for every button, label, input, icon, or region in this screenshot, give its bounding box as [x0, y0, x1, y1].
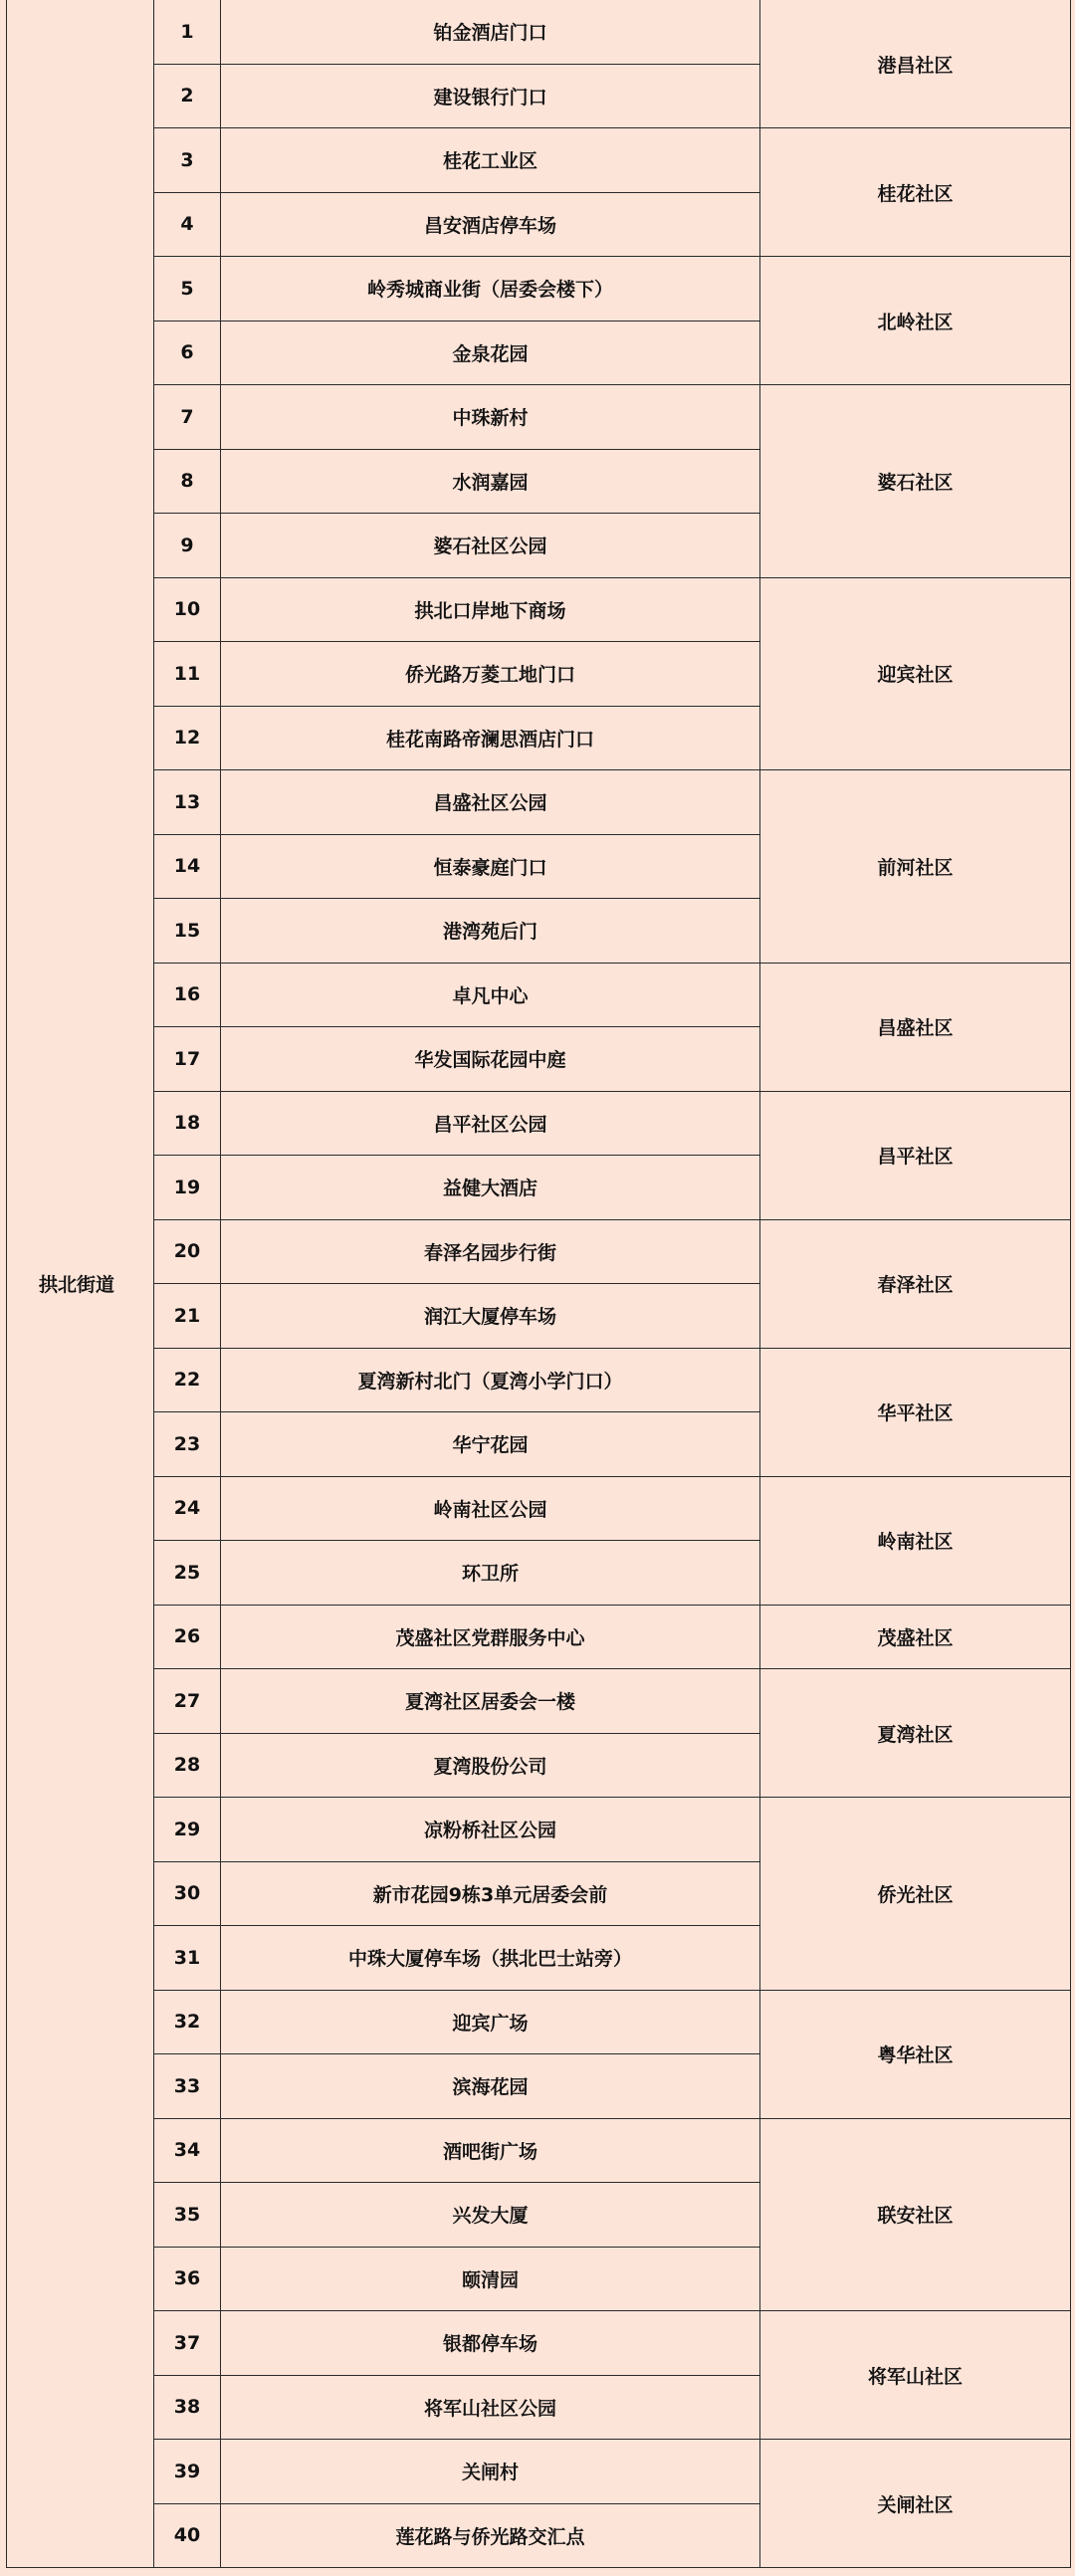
location-cell: 岭秀城商业街（居委会楼下） — [221, 257, 760, 322]
community-cell: 华平社区 — [760, 1348, 1071, 1476]
location-cell: 迎宾广场 — [221, 1990, 760, 2054]
row-number-cell: 31 — [154, 1926, 221, 1991]
row-number-cell: 6 — [154, 321, 221, 385]
community-cell: 昌盛社区 — [760, 963, 1071, 1091]
table-row — [7, 1605, 1071, 1669]
location-cell: 侨光路万菱工地门口 — [221, 642, 760, 707]
row-number-cell: 40 — [154, 2503, 221, 2568]
table-row — [7, 1669, 1071, 1734]
location-cell: 中珠新村 — [221, 385, 760, 450]
table-row — [7, 385, 1071, 450]
location-cell: 水润嘉园 — [221, 449, 760, 514]
location-cell: 环卫所 — [221, 1541, 760, 1606]
row-number-cell: 32 — [154, 1990, 221, 2054]
row-number-cell: 15 — [154, 899, 221, 964]
street-name-cell: 拱北街道 — [7, 0, 154, 2568]
table-row — [7, 128, 1071, 193]
row-number-cell: 34 — [154, 2118, 221, 2183]
community-cell: 夏湾社区 — [760, 1669, 1071, 1798]
row-number-cell: 20 — [154, 1219, 221, 1284]
row-number-cell: 11 — [154, 642, 221, 707]
location-cell: 夏湾新村北门（夏湾小学门口） — [221, 1348, 760, 1412]
location-cell: 春泽名园步行街 — [221, 1219, 760, 1284]
row-number-cell: 35 — [154, 2183, 221, 2248]
location-cell: 颐清园 — [221, 2247, 760, 2311]
community-cell: 联安社区 — [760, 2118, 1071, 2311]
location-cell: 兴发大厦 — [221, 2183, 760, 2248]
row-number-cell: 12 — [154, 706, 221, 770]
location-cell: 夏湾社区居委会一楼 — [221, 1669, 760, 1734]
table-row — [7, 1219, 1071, 1284]
location-cell: 莲花路与侨光路交汇点 — [221, 2503, 760, 2568]
location-cell: 中珠大厦停车场（拱北巴士站旁） — [221, 1926, 760, 1991]
community-cell: 茂盛社区 — [760, 1605, 1071, 1669]
row-number-cell: 5 — [154, 257, 221, 322]
table-row — [7, 0, 1071, 64]
location-cell: 建设银行门口 — [221, 64, 760, 128]
location-cell: 昌盛社区公园 — [221, 770, 760, 835]
row-number-cell: 30 — [154, 1861, 221, 1926]
community-cell: 迎宾社区 — [760, 577, 1071, 770]
row-number-cell: 36 — [154, 2247, 221, 2311]
row-number-cell: 21 — [154, 1284, 221, 1349]
community-cell: 粤华社区 — [760, 1990, 1071, 2118]
row-number-cell: 1 — [154, 0, 221, 64]
row-number-cell: 7 — [154, 385, 221, 450]
table-row — [7, 257, 1071, 322]
location-cell: 华宁花园 — [221, 1412, 760, 1477]
community-cell: 北岭社区 — [760, 257, 1071, 385]
row-number-cell: 29 — [154, 1798, 221, 1862]
row-number-cell: 2 — [154, 64, 221, 128]
location-cell: 卓凡中心 — [221, 963, 760, 1027]
location-cell: 桂花南路帝澜思酒店门口 — [221, 706, 760, 770]
row-number-cell: 25 — [154, 1541, 221, 1606]
location-cell: 凉粉桥社区公园 — [221, 1798, 760, 1862]
row-number-cell: 16 — [154, 963, 221, 1027]
community-cell: 婆石社区 — [760, 385, 1071, 578]
table-row — [7, 770, 1071, 835]
row-number-cell: 17 — [154, 1027, 221, 1092]
location-cell: 恒泰豪庭门口 — [221, 834, 760, 899]
row-number-cell: 18 — [154, 1091, 221, 1156]
table-row — [7, 963, 1071, 1027]
row-number-cell: 22 — [154, 1348, 221, 1412]
row-number-cell: 27 — [154, 1669, 221, 1734]
location-cell: 拱北口岸地下商场 — [221, 577, 760, 642]
community-cell: 桂花社区 — [760, 128, 1071, 257]
community-cell: 侨光社区 — [760, 1798, 1071, 1991]
row-number-cell: 10 — [154, 577, 221, 642]
table-row — [7, 1091, 1071, 1156]
table-body — [7, 0, 1071, 2568]
row-number-cell: 24 — [154, 1476, 221, 1541]
row-number-cell: 37 — [154, 2311, 221, 2376]
row-number-cell: 14 — [154, 834, 221, 899]
row-number-cell: 8 — [154, 449, 221, 514]
community-cell: 前河社区 — [760, 770, 1071, 964]
location-cell: 茂盛社区党群服务中心 — [221, 1605, 760, 1669]
location-cell: 桂花工业区 — [221, 128, 760, 193]
location-cell: 滨海花园 — [221, 2054, 760, 2119]
location-cell: 金泉花园 — [221, 321, 760, 385]
community-cell: 关闸社区 — [760, 2440, 1071, 2568]
table-row — [7, 1476, 1071, 1541]
location-cell: 关闸村 — [221, 2440, 760, 2504]
location-cell: 岭南社区公园 — [221, 1476, 760, 1541]
row-number-cell: 23 — [154, 1412, 221, 1477]
community-cell: 港昌社区 — [760, 0, 1071, 128]
location-cell: 益健大酒店 — [221, 1156, 760, 1220]
row-number-cell: 9 — [154, 514, 221, 578]
row-number-cell: 19 — [154, 1156, 221, 1220]
row-number-cell: 13 — [154, 770, 221, 835]
location-table — [6, 0, 1071, 2568]
table-row — [7, 2311, 1071, 2376]
location-cell: 铂金酒店门口 — [221, 0, 760, 64]
location-cell: 港湾苑后门 — [221, 899, 760, 964]
location-cell: 银都停车场 — [221, 2311, 760, 2376]
row-number-cell: 38 — [154, 2375, 221, 2440]
table-row — [7, 1348, 1071, 1412]
community-cell: 将军山社区 — [760, 2311, 1071, 2440]
location-cell: 将军山社区公园 — [221, 2375, 760, 2440]
location-cell: 润江大厦停车场 — [221, 1284, 760, 1349]
table-row — [7, 1990, 1071, 2054]
location-cell: 华发国际花园中庭 — [221, 1027, 760, 1092]
location-cell: 夏湾股份公司 — [221, 1733, 760, 1798]
location-cell: 昌平社区公园 — [221, 1091, 760, 1156]
location-cell: 酒吧街广场 — [221, 2118, 760, 2183]
community-cell: 昌平社区 — [760, 1091, 1071, 1219]
row-number-cell: 4 — [154, 192, 221, 257]
community-cell: 春泽社区 — [760, 1219, 1071, 1348]
row-number-cell: 39 — [154, 2440, 221, 2504]
row-number-cell: 26 — [154, 1605, 221, 1669]
row-number-cell: 33 — [154, 2054, 221, 2119]
community-cell: 岭南社区 — [760, 1476, 1071, 1605]
location-cell: 新市花园9栋3单元居委会前 — [221, 1861, 760, 1926]
table-row — [7, 2440, 1071, 2504]
table-row — [7, 577, 1071, 642]
table-row — [7, 2118, 1071, 2183]
row-number-cell: 28 — [154, 1733, 221, 1798]
table-row — [7, 1798, 1071, 1862]
location-cell: 婆石社区公园 — [221, 514, 760, 578]
row-number-cell: 3 — [154, 128, 221, 193]
location-cell: 昌安酒店停车场 — [221, 192, 760, 257]
